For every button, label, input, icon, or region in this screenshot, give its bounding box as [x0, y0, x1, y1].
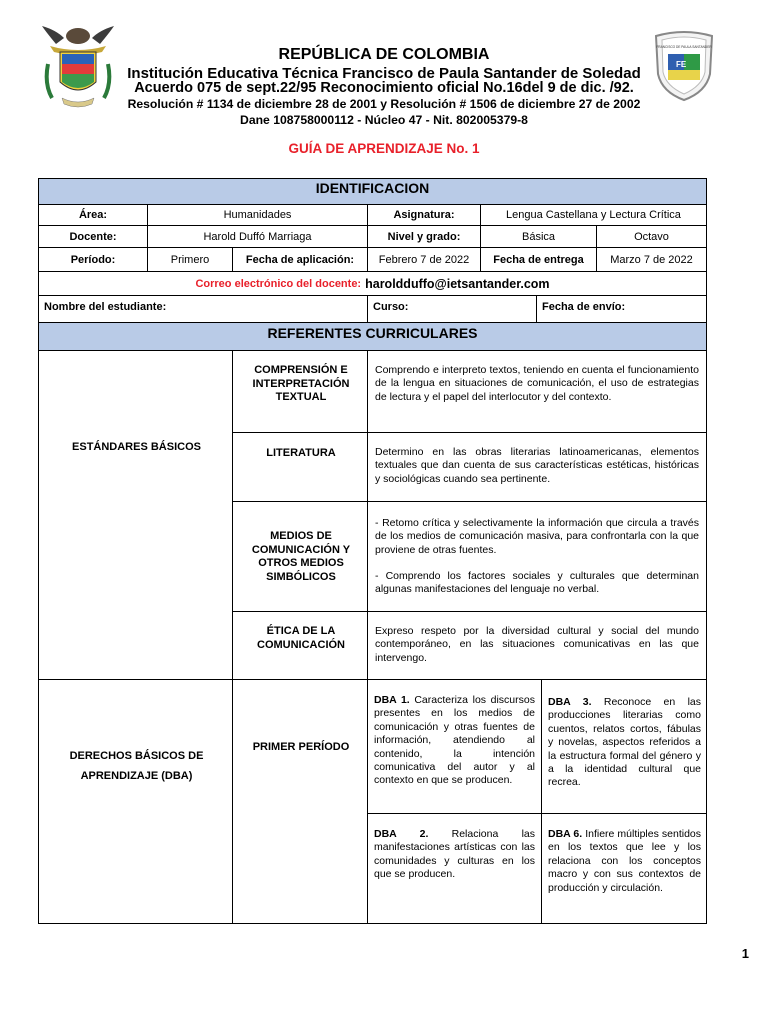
dba-3-tag: DBA 3. [548, 696, 592, 708]
agreement-line: Acuerdo 075 de sept.22/95 Reconocimiento oficial No.16del 9 de dic. /92. [134, 80, 634, 96]
comprension-label-cell [232, 350, 368, 433]
page-number: 1 [741, 946, 749, 961]
etica-text: Expreso respeto por la diversidad cultural y social del mundo contemporáneo, en las situaciones comunicativas en las que intervengo. [375, 625, 699, 664]
dane-line: Dane 108758000112 - Núcleo 47 - Nit. 802005379-8 [240, 113, 528, 127]
resolution-line: Resolución # 1134 de diciembre 28 de 2001 y Resolución # 1506 de diciembre 27 de 2002 [127, 97, 641, 111]
literatura-text: Determino en las obras literarias latinoamericanas, elementos textuales que dan cuenta de sus características estéticas, históricas y sociológicas cuando sea pertinente. [375, 446, 699, 485]
nivel-label: Nivel y grado: [367, 225, 481, 248]
etica-label-cell [232, 611, 368, 680]
medios-text-1: - Retomo crítica y selectivamente la información que circula a través de los medios de comunicación masiva, para confrontarla con la que proviene de otras fuentes. [375, 517, 699, 556]
seal-text: FRANCISCO DE PAULA SANTANDER [656, 45, 712, 49]
referentes-band [38, 322, 707, 351]
fecha-aplicacion-label: Fecha de aplicación: [232, 247, 368, 272]
dba-6-tag: DBA 6. [548, 828, 583, 840]
periodo-value: Primero [147, 247, 233, 272]
dba-2-tag: DBA 2. [374, 828, 429, 840]
referentes-title: REFERENTES CURRICULARES [267, 325, 478, 341]
etica-label: ÉTICA DE LA COMUNICACIÓN [257, 625, 345, 651]
medios-text-2: - Comprendo los factores sociales y culturales que determinan algunas manifestaciones del lenguaje no verbal. [375, 570, 699, 596]
identificacion-band [38, 178, 707, 205]
literatura-text-cell [367, 432, 707, 502]
dba-1-cell [367, 679, 542, 814]
estudiante-label: Nombre del estudiante: [38, 295, 368, 323]
fecha-aplicacion-value: Febrero 7 de 2022 [367, 247, 481, 272]
email-value: haroldduffo@ietsantander.com [365, 276, 550, 291]
guide-title: GUÍA DE APRENDIZAJE No. 1 [288, 141, 480, 156]
dba-2-text [374, 828, 535, 882]
docente-value: Harold Duffó Marriaga [147, 225, 368, 248]
seal-initials: FE [676, 60, 687, 69]
literatura-label-cell [232, 432, 368, 502]
etica-text-cell [367, 611, 707, 680]
dba-2-cell [367, 813, 542, 924]
dba-label: DERECHOS BÁSICOS DE APRENDIZAJE (DBA) [69, 750, 204, 782]
email-row [38, 271, 707, 296]
dba-1-body: Caracteriza los discursos presentes en los medios de comunicación y otras fuentes de información, atendiendo al contenido, la intención comunicativa del autor y al contexto en que se producen. [374, 694, 535, 787]
comprension-label: COMPRENSIÓN E INTERPRETACIÓN TEXTUAL [252, 364, 350, 403]
asignatura-label: Asignatura: [367, 204, 481, 226]
dba-3-body: Reconoce en las producciones literarias como cuentos, relatos cortos, fábulas y novelas, aspectos referidos a la estructura formal del género y a la identidad cultural que recrea. [548, 696, 701, 789]
dba-6-cell [541, 813, 707, 924]
comprension-text-cell [367, 350, 707, 433]
asignatura-value: Lengua Castellana y Lectura Crítica [480, 204, 707, 226]
dba-cell [38, 679, 233, 924]
dba-1-text [374, 694, 535, 788]
literatura-label: LITERATURA [266, 447, 336, 459]
dba-3-cell [541, 679, 707, 814]
fecha-entrega-value: Marzo 7 de 2022 [596, 247, 707, 272]
dba-3-text [548, 696, 701, 790]
medios-label-cell [232, 501, 368, 612]
estandares-cell [38, 350, 233, 680]
medios-label: MEDIOS DE COMUNICACIÓN Y OTROS MEDIOS SIMBÓLICOS [251, 530, 351, 583]
fecha-envio-label: Fecha de envío: [536, 295, 707, 323]
area-value: Humanidades [147, 204, 368, 226]
identificacion-title: IDENTIFICACION [315, 180, 430, 196]
dba-6-body: Infiere múltiples sentidos en los textos que lee y los relaciona con los conceptos macro y con sus contextos de producción y circulación. [548, 828, 701, 894]
country-title: REPÚBLICA DE COLOMBIA [278, 46, 490, 63]
dba-6-text [548, 828, 701, 895]
nivel-value: Básica [480, 225, 597, 248]
estandares-label: ESTÁNDARES BÁSICOS [72, 441, 201, 453]
medios-text-cell [367, 501, 707, 612]
fecha-entrega-label: Fecha de entrega [480, 247, 597, 272]
dba-1-tag: DBA 1. [374, 694, 410, 706]
docente-label: Docente: [38, 225, 148, 248]
comprension-text: Comprendo e interpreto textos, teniendo en cuenta el funcionamiento de la lengua en situaciones de comunicación, el uso de estrategias de lectura y el papel del interlocutor y del contexto. [375, 364, 699, 403]
primer-periodo-cell [232, 679, 368, 924]
grado-value: Octavo [596, 225, 707, 248]
curso-label: Curso: [367, 295, 537, 323]
area-label: Área: [38, 204, 148, 226]
periodo-label: Período: [38, 247, 148, 272]
institution-name: Institución Educativa Técnica Francisco de Paula Santander de Soledad [127, 65, 641, 82]
email-label: Correo electrónico del docente: [195, 277, 362, 290]
dba-2-body: Relaciona las manifestaciones artísticas con las comunidades y culturas en los que se producen. [374, 828, 535, 881]
primer-periodo-label: PRIMER PERÍODO [252, 741, 350, 753]
